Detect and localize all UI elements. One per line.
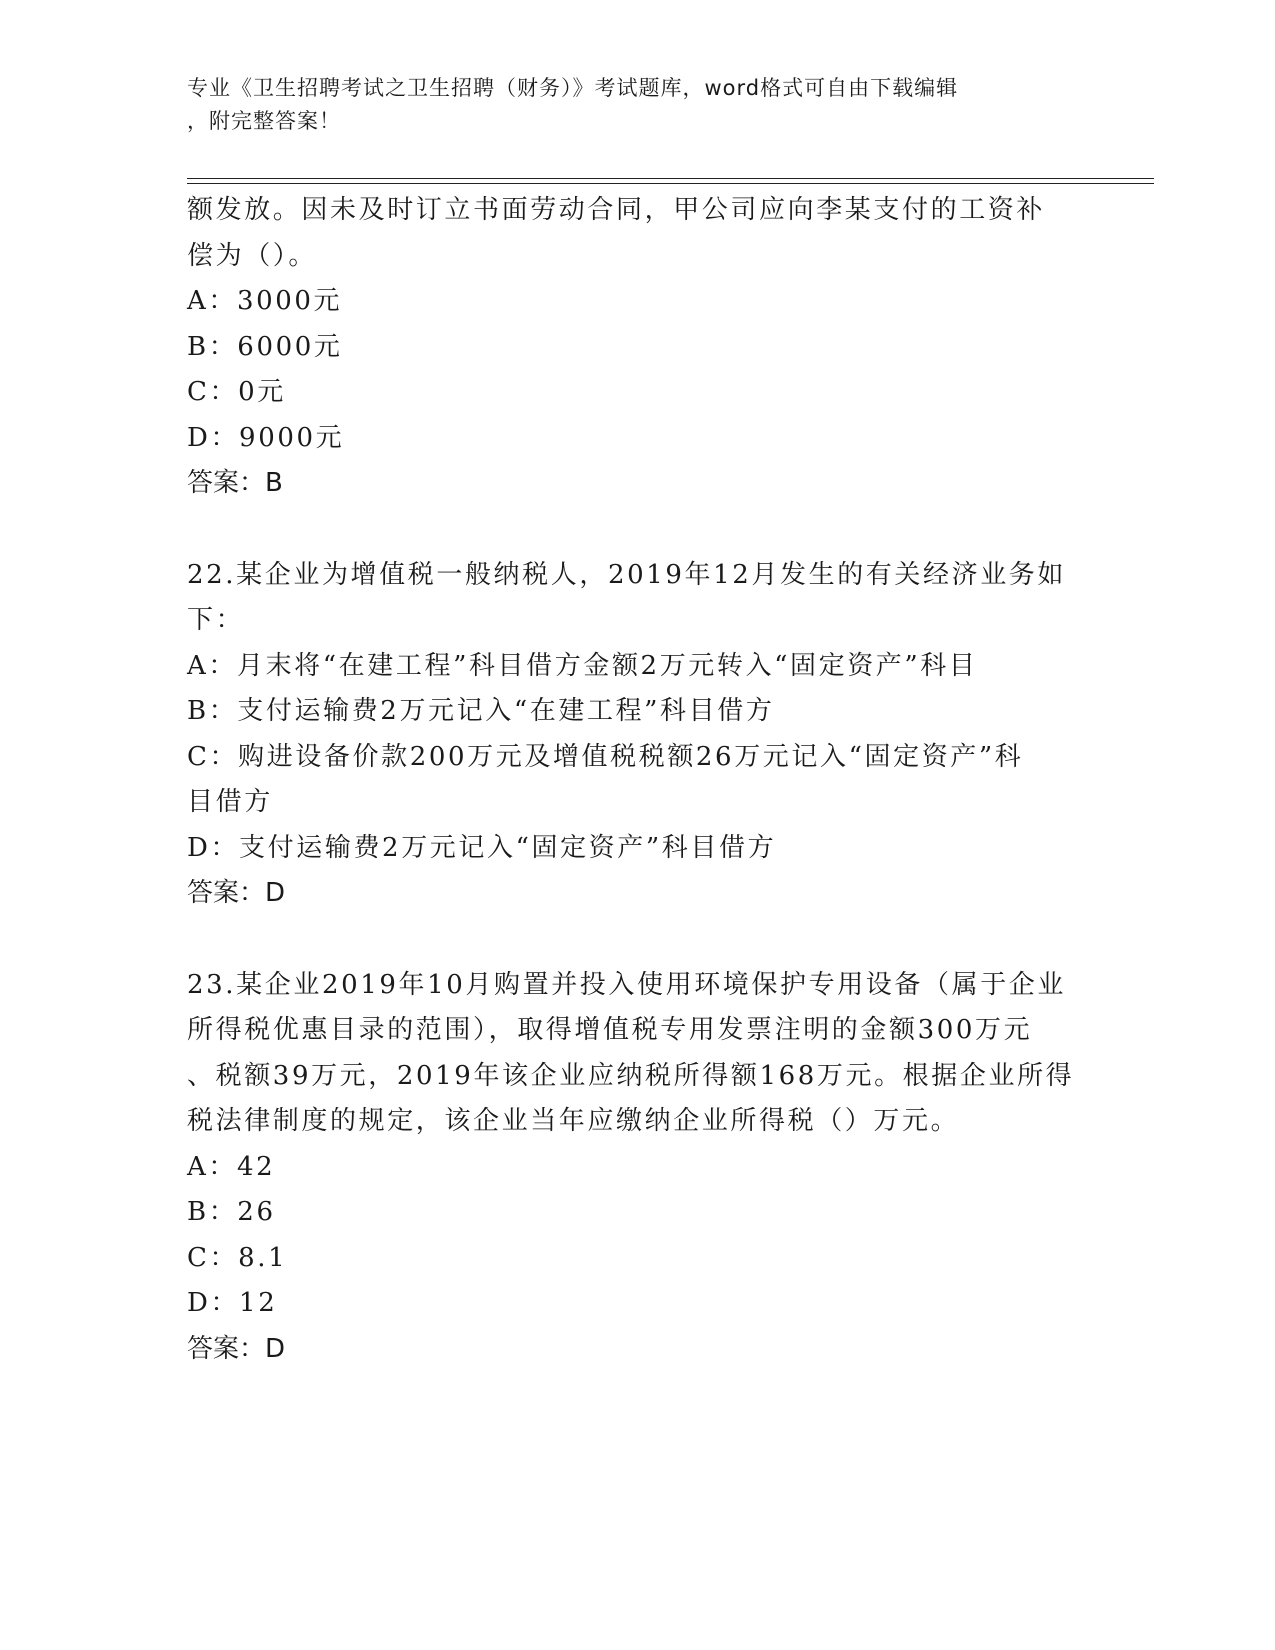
question-spacer (187, 917, 1087, 963)
header-divider-bottom (187, 183, 1154, 184)
question-stem-line: 23.某企业2019年10月购置并投入使用环境保护专用设备（属于企业 (187, 969, 1067, 1000)
document-header (187, 72, 1087, 138)
option-c-continued: 目借方 (187, 787, 273, 817)
answer-line: 答案：B (187, 468, 283, 498)
question-22 (187, 553, 1087, 917)
question-stem-line: 额发放。因未及时订立书面劳动合同，甲公司应向李某支付的工资补 (187, 195, 1046, 225)
answer-line: 答案：D (187, 1333, 286, 1364)
question-23 (187, 963, 1087, 1373)
question-stem-line: 22.某企业为增值税一般纳税人，2019年12月发生的有关经济业务如 (187, 559, 1067, 590)
option-b: B：支付运输费2万元记入“在建工程”科目借方 (187, 696, 775, 726)
option-c: C：购进设备价款200万元及增值税税额26万元记入“固定资产”科 (187, 741, 1024, 772)
document-body (187, 188, 1087, 1372)
question-stem-line: 税法律制度的规定，该企业当年应缴纳企业所得税（）万元。 (187, 1106, 960, 1136)
option-a: A：3000元 (187, 286, 343, 316)
header-divider-top (187, 178, 1154, 179)
option-b: B：26 (187, 1197, 276, 1227)
option-d: D：支付运输费2万元记入“固定资产”科目借方 (187, 832, 777, 863)
answer-line: 答案：D (187, 878, 286, 908)
question-stem-line: 下： (187, 605, 245, 635)
question-stem-line: 、税额39万元，2019年该企业应纳税所得额168万元。根据企业所得 (187, 1060, 1075, 1091)
option-a: A：42 (187, 1151, 276, 1182)
question-spacer (187, 507, 1087, 553)
option-b: B：6000元 (187, 331, 343, 362)
header-line-2: ，附完整答案！ (187, 109, 341, 133)
option-d: D：12 (187, 1288, 278, 1318)
option-c: C：0元 (187, 377, 286, 407)
question-stem-line: 偿为（）。 (187, 240, 318, 271)
header-line-1: 专业《卫生招聘考试之卫生招聘（财务）》考试题库，word格式可自由下载编辑 (187, 76, 959, 100)
question-21 (187, 188, 1087, 507)
option-a: A：月末将“在建工程”科目借方金额2万元转入“固定资产”科目 (187, 650, 978, 681)
question-stem-line: 所得税优惠目录的范围），取得增值税专用发票注明的金额300万元 (187, 1015, 1033, 1045)
option-d: D：9000元 (187, 422, 345, 453)
option-c: C：8.1 (187, 1242, 288, 1273)
